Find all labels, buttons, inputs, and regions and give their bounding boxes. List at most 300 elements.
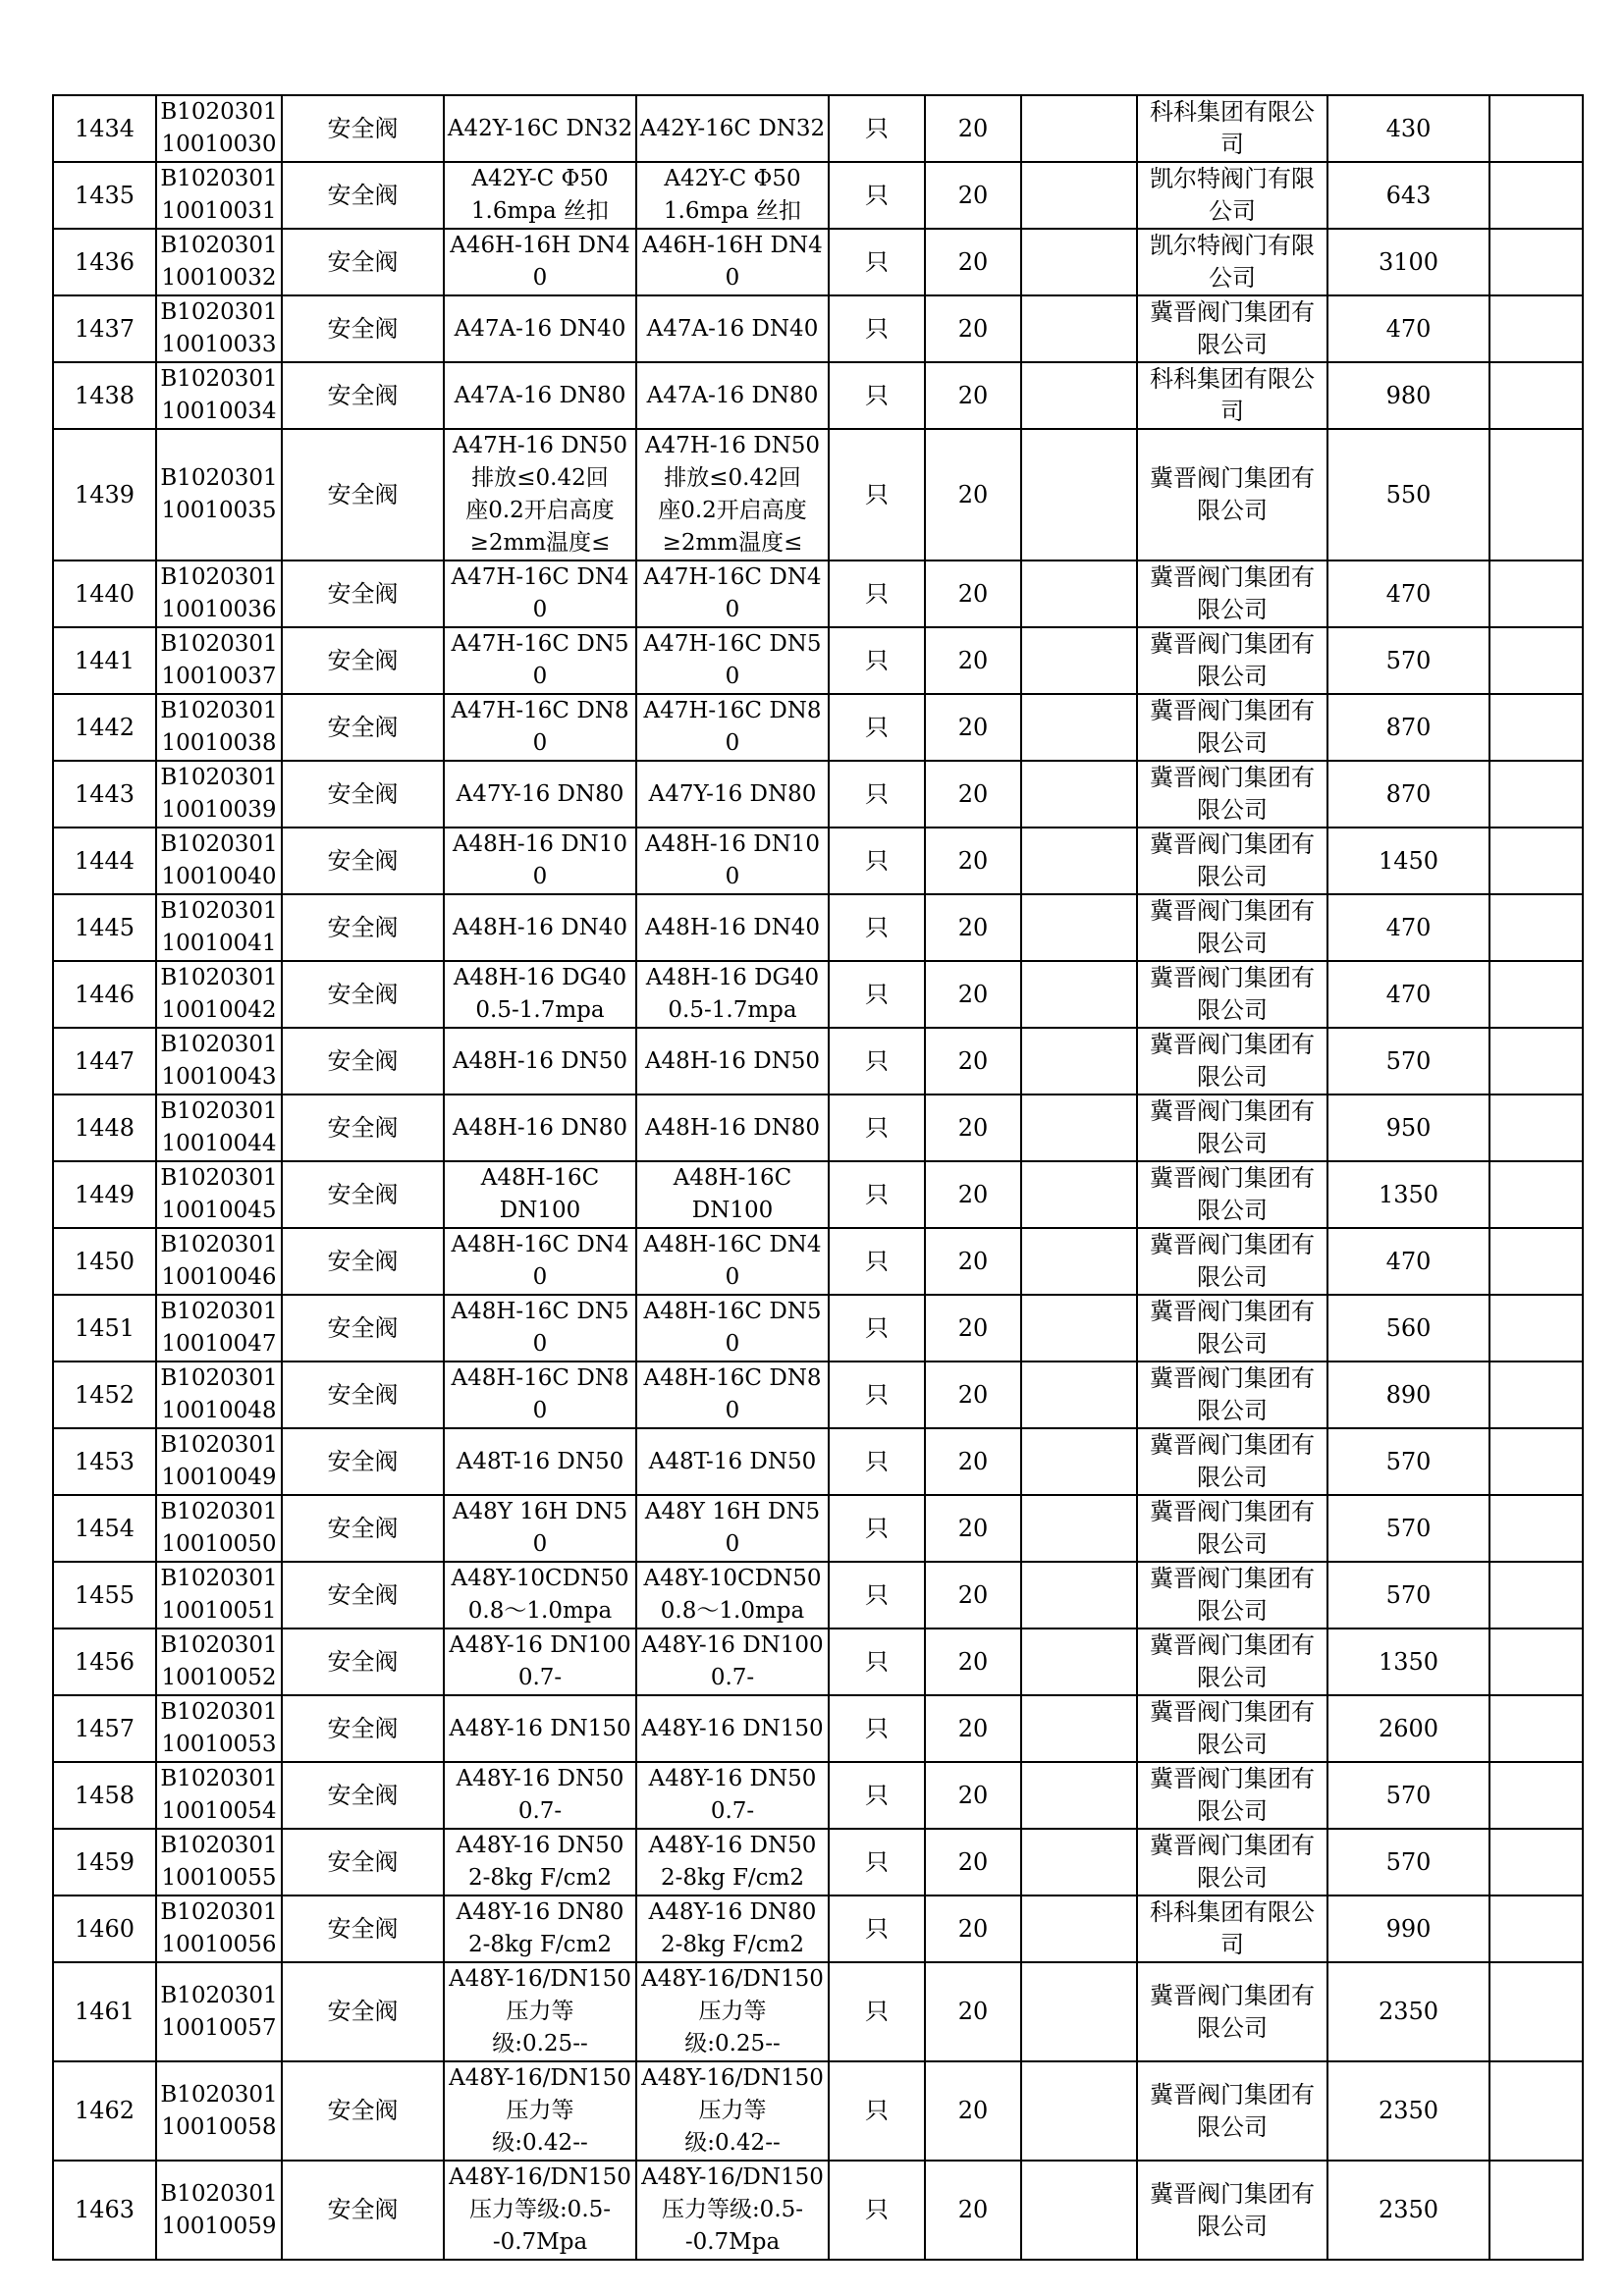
unit-cell: 只 [829,1295,925,1362]
model-cell: A48Y 16H DN50 [636,1495,829,1562]
unit-cell: 只 [829,1762,925,1829]
quantity-cell: 20 [925,1562,1021,1629]
unit-cell: 只 [829,694,925,761]
supplier-cell: 科科集团有限公 司 [1137,95,1327,162]
spec-cell: A47Y-16 DN80 [444,761,636,828]
supplier-cell: 冀晋阀门集团有 限公司 [1137,1095,1327,1161]
row-number-cell: 1436 [53,229,156,295]
empty-cell [1021,362,1137,429]
quantity-cell: 20 [925,627,1021,694]
table-row [53,1495,1583,1562]
item-name-cell: 安全阀 [282,162,444,229]
price-cell: 2600 [1327,1695,1489,1762]
supplier-cell: 冀晋阀门集团有 限公司 [1137,1962,1327,2061]
row-number-cell: 1458 [53,1762,156,1829]
supplier-cell: 冀晋阀门集团有 限公司 [1137,1161,1327,1228]
table-row [53,828,1583,894]
item-name-cell: 安全阀 [282,1562,444,1629]
empty-cell [1021,2061,1137,2161]
supplier-cell: 冀晋阀门集团有 限公司 [1137,1362,1327,1428]
unit-cell: 只 [829,1896,925,1962]
note-cell [1489,1362,1583,1428]
table-row [53,894,1583,961]
quantity-cell: 20 [925,828,1021,894]
price-cell: 570 [1327,1562,1489,1629]
table-row [53,1161,1583,1228]
model-cell: A48H-16 DN40 [636,894,829,961]
material-code-cell: B1020301 10010035 [156,429,282,561]
table-row [53,1095,1583,1161]
spec-cell: A48Y-16 DN150 [444,1695,636,1762]
quantity-cell: 20 [925,1829,1021,1896]
model-cell: A47H-16C DN80 [636,694,829,761]
spec-cell: A42Y-16C DN32 [444,95,636,162]
empty-cell [1021,1095,1137,1161]
price-cell: 643 [1327,162,1489,229]
row-number-cell: 1444 [53,828,156,894]
row-number-cell: 1462 [53,2061,156,2161]
note-cell [1489,828,1583,894]
table-body [53,95,1583,2260]
note-cell [1489,2161,1583,2260]
table-row [53,1028,1583,1095]
row-number-cell: 1439 [53,429,156,561]
empty-cell [1021,961,1137,1028]
note-cell [1489,1228,1583,1295]
supplier-cell: 冀晋阀门集团有 限公司 [1137,1695,1327,1762]
note-cell [1489,295,1583,362]
spec-cell: A48Y-16 DN80 2-8kg F/cm2 [444,1896,636,1962]
item-name-cell: 安全阀 [282,961,444,1028]
price-cell: 570 [1327,1762,1489,1829]
supplier-cell: 凯尔特阀门有限 公司 [1137,162,1327,229]
supplier-cell: 冀晋阀门集团有 限公司 [1137,429,1327,561]
item-name-cell: 安全阀 [282,2161,444,2260]
item-name-cell: 安全阀 [282,362,444,429]
model-cell: A48H-16C DN80 [636,1362,829,1428]
supplier-cell: 冀晋阀门集团有 限公司 [1137,1028,1327,1095]
material-code-cell: B1020301 10010059 [156,2161,282,2260]
empty-cell [1021,1362,1137,1428]
model-cell: A48H-16 DG40 0.5-1.7mpa [636,961,829,1028]
unit-cell: 只 [829,2061,925,2161]
unit-cell: 只 [829,362,925,429]
table-row [53,1762,1583,1829]
supplier-cell: 冀晋阀门集团有 限公司 [1137,1495,1327,1562]
empty-cell [1021,1028,1137,1095]
empty-cell [1021,561,1137,627]
material-code-cell: B1020301 10010032 [156,229,282,295]
material-code-cell: B1020301 10010051 [156,1562,282,1629]
row-number-cell: 1453 [53,1428,156,1495]
item-name-cell: 安全阀 [282,1695,444,1762]
price-cell: 2350 [1327,1962,1489,2061]
row-number-cell: 1437 [53,295,156,362]
model-cell: A48Y-16 DN100 0.7- [636,1629,829,1695]
material-code-cell: B1020301 10010040 [156,828,282,894]
row-number-cell: 1438 [53,362,156,429]
spec-cell: A48Y-16/DN150 压力等 级:0.25-- [444,1962,636,2061]
model-cell: A48Y-16 DN50 0.7- [636,1762,829,1829]
unit-cell: 只 [829,229,925,295]
note-cell [1489,362,1583,429]
row-number-cell: 1446 [53,961,156,1028]
material-code-cell: B1020301 10010048 [156,1362,282,1428]
quantity-cell: 20 [925,1896,1021,1962]
row-number-cell: 1449 [53,1161,156,1228]
spec-cell: A48Y-10CDN50 0.8～1.0mpa [444,1562,636,1629]
row-number-cell: 1445 [53,894,156,961]
quantity-cell: 20 [925,2161,1021,2260]
supplier-cell: 科科集团有限公 司 [1137,362,1327,429]
row-number-cell: 1435 [53,162,156,229]
quantity-cell: 20 [925,561,1021,627]
material-code-cell: B1020301 10010033 [156,295,282,362]
quantity-cell: 20 [925,1762,1021,1829]
empty-cell [1021,894,1137,961]
empty-cell [1021,295,1137,362]
material-code-cell: B1020301 10010045 [156,1161,282,1228]
row-number-cell: 1442 [53,694,156,761]
price-cell: 570 [1327,1428,1489,1495]
item-name-cell: 安全阀 [282,1295,444,1362]
quantity-cell: 20 [925,961,1021,1028]
table-row [53,1896,1583,1962]
price-cell: 980 [1327,362,1489,429]
item-name-cell: 安全阀 [282,1629,444,1695]
spec-cell: A46H-16H DN40 [444,229,636,295]
material-code-cell: B1020301 10010042 [156,961,282,1028]
row-number-cell: 1450 [53,1228,156,1295]
material-code-cell: B1020301 10010034 [156,362,282,429]
quantity-cell: 20 [925,229,1021,295]
note-cell [1489,95,1583,162]
material-code-cell: B1020301 10010038 [156,694,282,761]
price-cell: 3100 [1327,229,1489,295]
item-name-cell: 安全阀 [282,561,444,627]
supplier-cell: 冀晋阀门集团有 限公司 [1137,1829,1327,1896]
table-row [53,1428,1583,1495]
item-name-cell: 安全阀 [282,1161,444,1228]
model-cell: A48Y-16 DN150 [636,1695,829,1762]
model-cell: A48H-16C DN40 [636,1228,829,1295]
supplier-cell: 冀晋阀门集团有 限公司 [1137,627,1327,694]
spec-cell: A48H-16 DN40 [444,894,636,961]
empty-cell [1021,2161,1137,2260]
valve-price-table [52,94,1584,2261]
unit-cell: 只 [829,828,925,894]
price-cell: 1450 [1327,828,1489,894]
spec-cell: A47H-16C DN80 [444,694,636,761]
price-cell: 470 [1327,961,1489,1028]
model-cell: A47H-16C DN40 [636,561,829,627]
model-cell: A48Y-16/DN150 压力等级:0.5- -0.7Mpa [636,2161,829,2260]
empty-cell [1021,429,1137,561]
table-row [53,1962,1583,2061]
item-name-cell: 安全阀 [282,894,444,961]
material-code-cell: B1020301 10010056 [156,1896,282,1962]
material-code-cell: B1020301 10010044 [156,1095,282,1161]
supplier-cell: 冀晋阀门集团有 限公司 [1137,894,1327,961]
table-row [53,362,1583,429]
table-row [53,2161,1583,2260]
spec-cell: A47A-16 DN80 [444,362,636,429]
item-name-cell: 安全阀 [282,1495,444,1562]
table-row [53,694,1583,761]
quantity-cell: 20 [925,2061,1021,2161]
unit-cell: 只 [829,1562,925,1629]
model-cell: A48H-16C DN50 [636,1295,829,1362]
material-code-cell: B1020301 10010055 [156,1829,282,1896]
material-code-cell: B1020301 10010047 [156,1295,282,1362]
supplier-cell: 冀晋阀门集团有 限公司 [1137,694,1327,761]
table-row [53,761,1583,828]
row-number-cell: 1441 [53,627,156,694]
item-name-cell: 安全阀 [282,627,444,694]
row-number-cell: 1456 [53,1629,156,1695]
price-cell: 2350 [1327,2161,1489,2260]
supplier-cell: 冀晋阀门集团有 限公司 [1137,561,1327,627]
unit-cell: 只 [829,561,925,627]
item-name-cell: 安全阀 [282,1228,444,1295]
note-cell [1489,1896,1583,1962]
empty-cell [1021,229,1137,295]
item-name-cell: 安全阀 [282,1428,444,1495]
item-name-cell: 安全阀 [282,429,444,561]
supplier-cell: 冀晋阀门集团有 限公司 [1137,1428,1327,1495]
table-row [53,1829,1583,1896]
table-row [53,627,1583,694]
model-cell: A47A-16 DN40 [636,295,829,362]
empty-cell [1021,1695,1137,1762]
unit-cell: 只 [829,1028,925,1095]
model-cell: A48T-16 DN50 [636,1428,829,1495]
spec-cell: A42Y-C Φ50 1.6mpa 丝扣 [444,162,636,229]
item-name-cell: 安全阀 [282,761,444,828]
note-cell [1489,961,1583,1028]
note-cell [1489,1495,1583,1562]
empty-cell [1021,627,1137,694]
model-cell: A48Y-16/DN150 压力等 级:0.42-- [636,2061,829,2161]
table-row [53,162,1583,229]
note-cell [1489,627,1583,694]
supplier-cell: 冀晋阀门集团有 限公司 [1137,961,1327,1028]
quantity-cell: 20 [925,95,1021,162]
empty-cell [1021,1896,1137,1962]
table-row [53,561,1583,627]
material-code-cell: B1020301 10010058 [156,2061,282,2161]
table-row [53,1228,1583,1295]
quantity-cell: 20 [925,1962,1021,2061]
material-code-cell: B1020301 10010031 [156,162,282,229]
spec-cell: A48H-16C DN50 [444,1295,636,1362]
row-number-cell: 1434 [53,95,156,162]
supplier-cell: 冀晋阀门集团有 限公司 [1137,1762,1327,1829]
empty-cell [1021,1495,1137,1562]
quantity-cell: 20 [925,1161,1021,1228]
price-cell: 430 [1327,95,1489,162]
unit-cell: 只 [829,627,925,694]
note-cell [1489,429,1583,561]
model-cell: A47H-16C DN50 [636,627,829,694]
empty-cell [1021,1562,1137,1629]
material-code-cell: B1020301 10010041 [156,894,282,961]
note-cell [1489,1095,1583,1161]
item-name-cell: 安全阀 [282,229,444,295]
model-cell: A47H-16 DN50 排放≤0.42回 座0.2开启高度 ≥2mm温度≤ [636,429,829,561]
table-row [53,1295,1583,1362]
spec-cell: A48H-16 DN80 [444,1095,636,1161]
material-code-cell: B1020301 10010043 [156,1028,282,1095]
quantity-cell: 20 [925,1295,1021,1362]
empty-cell [1021,1829,1137,1896]
note-cell [1489,1161,1583,1228]
note-cell [1489,229,1583,295]
spec-cell: A48Y-16/DN150 压力等 级:0.42-- [444,2061,636,2161]
unit-cell: 只 [829,1829,925,1896]
row-number-cell: 1463 [53,2161,156,2260]
row-number-cell: 1454 [53,1495,156,1562]
price-cell: 990 [1327,1896,1489,1962]
unit-cell: 只 [829,1495,925,1562]
model-cell: A42Y-16C DN32 [636,95,829,162]
note-cell [1489,1762,1583,1829]
spec-cell: A48Y-16/DN150 压力等级:0.5- -0.7Mpa [444,2161,636,2260]
price-cell: 570 [1327,1829,1489,1896]
unit-cell: 只 [829,1962,925,2061]
supplier-cell: 冀晋阀门集团有 限公司 [1137,828,1327,894]
quantity-cell: 20 [925,295,1021,362]
quantity-cell: 20 [925,1028,1021,1095]
quantity-cell: 20 [925,1629,1021,1695]
price-cell: 550 [1327,429,1489,561]
unit-cell: 只 [829,894,925,961]
model-cell: A48Y-10CDN50 0.8～1.0mpa [636,1562,829,1629]
row-number-cell: 1443 [53,761,156,828]
table-row [53,95,1583,162]
material-code-cell: B1020301 10010039 [156,761,282,828]
document-page [52,94,1582,2261]
material-code-cell: B1020301 10010057 [156,1962,282,2061]
supplier-cell: 冀晋阀门集团有 限公司 [1137,1562,1327,1629]
model-cell: A42Y-C Φ50 1.6mpa 丝扣 [636,162,829,229]
model-cell: A48H-16C DN100 [636,1161,829,1228]
material-code-cell: B1020301 10010053 [156,1695,282,1762]
unit-cell: 只 [829,1629,925,1695]
spec-cell: A48H-16C DN40 [444,1228,636,1295]
price-cell: 890 [1327,1362,1489,1428]
note-cell [1489,1428,1583,1495]
price-cell: 570 [1327,1028,1489,1095]
empty-cell [1021,1962,1137,2061]
model-cell: A48Y-16/DN150 压力等 级:0.25-- [636,1962,829,2061]
item-name-cell: 安全阀 [282,1896,444,1962]
unit-cell: 只 [829,162,925,229]
supplier-cell: 冀晋阀门集团有 限公司 [1137,761,1327,828]
empty-cell [1021,95,1137,162]
item-name-cell: 安全阀 [282,1362,444,1428]
note-cell [1489,561,1583,627]
quantity-cell: 20 [925,1695,1021,1762]
supplier-cell: 冀晋阀门集团有 限公司 [1137,1228,1327,1295]
spec-cell: A47H-16C DN40 [444,561,636,627]
quantity-cell: 20 [925,1362,1021,1428]
quantity-cell: 20 [925,1095,1021,1161]
price-cell: 1350 [1327,1161,1489,1228]
price-cell: 470 [1327,1228,1489,1295]
spec-cell: A47A-16 DN40 [444,295,636,362]
unit-cell: 只 [829,95,925,162]
spec-cell: A48H-16C DN100 [444,1161,636,1228]
quantity-cell: 20 [925,162,1021,229]
row-number-cell: 1452 [53,1362,156,1428]
unit-cell: 只 [829,761,925,828]
empty-cell [1021,1762,1137,1829]
item-name-cell: 安全阀 [282,1762,444,1829]
item-name-cell: 安全阀 [282,1829,444,1896]
unit-cell: 只 [829,1362,925,1428]
supplier-cell: 冀晋阀门集团有 限公司 [1137,2061,1327,2161]
item-name-cell: 安全阀 [282,95,444,162]
price-cell: 470 [1327,894,1489,961]
unit-cell: 只 [829,295,925,362]
row-number-cell: 1451 [53,1295,156,1362]
empty-cell [1021,1428,1137,1495]
price-cell: 560 [1327,1295,1489,1362]
price-cell: 470 [1327,561,1489,627]
price-cell: 470 [1327,295,1489,362]
note-cell [1489,1962,1583,2061]
material-code-cell: B1020301 10010036 [156,561,282,627]
note-cell [1489,1028,1583,1095]
note-cell [1489,1695,1583,1762]
spec-cell: A48H-16 DN100 [444,828,636,894]
unit-cell: 只 [829,1428,925,1495]
spec-cell: A48Y-16 DN50 0.7- [444,1762,636,1829]
price-cell: 870 [1327,694,1489,761]
item-name-cell: 安全阀 [282,1962,444,2061]
note-cell [1489,1629,1583,1695]
table-row [53,1562,1583,1629]
spec-cell: A48H-16C DN80 [444,1362,636,1428]
item-name-cell: 安全阀 [282,295,444,362]
note-cell [1489,694,1583,761]
unit-cell: 只 [829,1228,925,1295]
quantity-cell: 20 [925,1228,1021,1295]
supplier-cell: 冀晋阀门集团有 限公司 [1137,1629,1327,1695]
spec-cell: A47H-16C DN50 [444,627,636,694]
note-cell [1489,761,1583,828]
material-code-cell: B1020301 10010054 [156,1762,282,1829]
quantity-cell: 20 [925,429,1021,561]
unit-cell: 只 [829,1095,925,1161]
supplier-cell: 冀晋阀门集团有 限公司 [1137,2161,1327,2260]
model-cell: A48Y-16 DN80 2-8kg F/cm2 [636,1896,829,1962]
table-row [53,429,1583,561]
supplier-cell: 科科集团有限公 司 [1137,1896,1327,1962]
unit-cell: 只 [829,1161,925,1228]
empty-cell [1021,1228,1137,1295]
quantity-cell: 20 [925,1495,1021,1562]
material-code-cell: B1020301 10010037 [156,627,282,694]
item-name-cell: 安全阀 [282,1028,444,1095]
model-cell: A46H-16H DN40 [636,229,829,295]
spec-cell: A48Y-16 DN100 0.7- [444,1629,636,1695]
quantity-cell: 20 [925,362,1021,429]
table-row [53,1695,1583,1762]
quantity-cell: 20 [925,894,1021,961]
row-number-cell: 1447 [53,1028,156,1095]
